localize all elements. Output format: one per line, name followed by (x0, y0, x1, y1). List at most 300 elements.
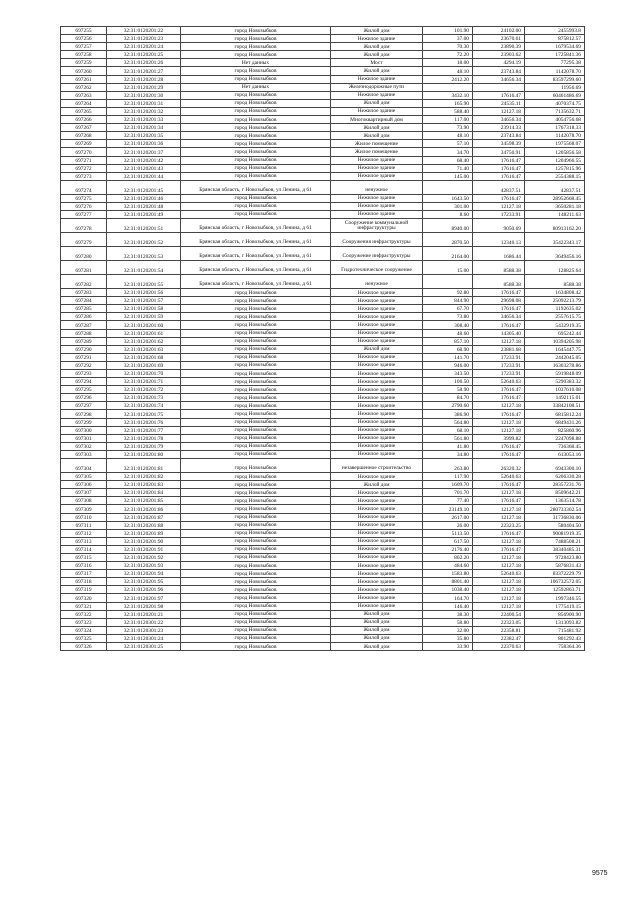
record-number-cell: 697268 (61, 132, 107, 140)
address-cell: город Новозыбков (181, 434, 331, 442)
object-type-cell: Железнодорожные пути (331, 83, 423, 91)
record-number-cell: 697290 (61, 345, 107, 353)
table-row (61, 610, 585, 618)
address-cell: город Новозыбков (181, 586, 331, 594)
table-row (61, 35, 585, 43)
table-row (61, 361, 585, 369)
table-row (61, 83, 585, 91)
table-row (61, 586, 585, 594)
unit-value-cell: 12127.18 (473, 505, 525, 513)
record-number-cell: 697304 (61, 459, 107, 473)
cadastral-value-cell: 2554388.15 (525, 172, 585, 180)
cadastral-number-cell: 32:31:0120201:56 (107, 289, 181, 297)
address-cell: город Новозыбков (181, 132, 331, 140)
area-cell: 68.40 (423, 156, 473, 164)
table-row (61, 75, 585, 83)
area-cell (423, 83, 473, 91)
area-cell: 141.70 (423, 353, 473, 361)
object-type-cell: Нежилое здание (331, 329, 423, 337)
cadastral-value-cell: 1313093.82 (525, 618, 585, 626)
object-type-cell: Жилой дом (331, 643, 423, 651)
address-cell: город Новозыбков (181, 337, 331, 345)
cadastral-number-cell: 32:31:0120201:69 (107, 361, 181, 369)
object-type-cell: Жилой дом (331, 481, 423, 489)
area-cell: 802.20 (423, 553, 473, 561)
record-number-cell: 697279 (61, 233, 107, 247)
cadastral-number-cell: 32:31:0120201:55 (107, 275, 181, 289)
table-row (61, 594, 585, 602)
record-number-cell: 697310 (61, 513, 107, 521)
table-row (61, 529, 585, 537)
area-cell: 37.00 (423, 35, 473, 43)
address-cell: город Новозыбков (181, 489, 331, 497)
object-type-cell: Нежилое здание (331, 521, 423, 529)
record-number-cell: 697280 (61, 247, 107, 261)
unit-value-cell: 22400.54 (473, 610, 525, 618)
address-cell: город Новозыбков (181, 578, 331, 586)
address-cell: город Новозыбков (181, 562, 331, 570)
object-type-cell: Сооружение коммунальной инфраструктуры (331, 219, 423, 233)
table-row (61, 378, 585, 386)
table-row (61, 545, 585, 553)
cadastral-value-cell: 1257815.96 (525, 164, 585, 172)
cadastral-number-cell: 32:31:0120201:62 (107, 337, 181, 345)
address-cell: город Новозыбков (181, 626, 331, 634)
record-number-cell: 697257 (61, 43, 107, 51)
area-cell: 35.80 (423, 634, 473, 642)
cadastral-value-cell: 736368.45 (525, 442, 585, 450)
address-cell: город Новозыбков (181, 426, 331, 434)
cadastral-number-cell: 32:31:0120201:49 (107, 210, 181, 218)
unit-value-cell: 12127.18 (473, 337, 525, 345)
unit-value-cell: 17616.47 (473, 442, 525, 450)
object-type-cell: Многоквартирный дом (331, 116, 423, 124)
cadastral-value-cell: 60461486.69 (525, 91, 585, 99)
record-number-cell: 697321 (61, 602, 107, 610)
table-row (61, 99, 585, 107)
cadastral-value-cell: 77295.38 (525, 59, 585, 67)
address-cell: город Новозыбков (181, 370, 331, 378)
cadastral-value-cell: 2442045.05 (525, 353, 585, 361)
cadastral-value-cell: 856900.90 (525, 610, 585, 618)
table-row (61, 67, 585, 75)
cadastral-number-cell: 32:31:0120201:27 (107, 67, 181, 75)
area-cell: 15.00 (423, 261, 473, 275)
cadastral-value-cell: 38340485.31 (525, 545, 585, 553)
record-number-cell: 697259 (61, 59, 107, 67)
object-type-cell: Нежилое здание (331, 35, 423, 43)
table-row (61, 353, 585, 361)
unit-value-cell: 17616.47 (473, 545, 525, 553)
cadastral-value-cell: 2247098.88 (525, 434, 585, 442)
record-number-cell: 697263 (61, 91, 107, 99)
address-cell: Нет данных (181, 59, 331, 67)
address-cell: Брянская область, г Новозыбков, ул Ленина, д 61 (181, 219, 331, 233)
address-cell: город Новозыбков (181, 51, 331, 59)
cadastral-value-cell: 875812.57 (525, 35, 585, 43)
area-cell: 484.60 (423, 562, 473, 570)
cadastral-number-cell: 32:31:0120201:76 (107, 418, 181, 426)
cadastral-value-cell: 1205856.58 (525, 148, 585, 156)
object-type-cell: Жилой дом (331, 67, 423, 75)
unit-value-cell: 12127.18 (473, 402, 525, 410)
object-type-cell: Нежилое здание (331, 578, 423, 586)
object-type-cell: Жилой дом (331, 99, 423, 107)
record-number-cell: 697294 (61, 378, 107, 386)
object-type-cell: Нежилое здание (331, 337, 423, 345)
object-type-cell: Нежилое здание (331, 305, 423, 313)
record-number-cell: 697296 (61, 394, 107, 402)
table-row (61, 305, 585, 313)
cadastral-number-cell: 32:31:0120201:96 (107, 586, 181, 594)
object-type-cell: Нежилое здание (331, 473, 423, 481)
area-cell: 1583.80 (423, 570, 473, 578)
area-cell: 701.70 (423, 489, 473, 497)
area-cell: 100.50 (423, 378, 473, 386)
table-row (61, 521, 585, 529)
table-row (61, 562, 585, 570)
address-cell: Брянская область, г Новозыбков, ул Ленина, д 61 (181, 247, 331, 261)
area-cell: 5113.50 (423, 529, 473, 537)
table-row (61, 233, 585, 247)
object-type-cell: Нежилое здание (331, 553, 423, 561)
cadastral-number-cell: 32:31:0120201:42 (107, 156, 181, 164)
record-number-cell: 697315 (61, 553, 107, 561)
cadastral-number-cell: 32:31:0120201:35 (107, 132, 181, 140)
cadastral-number-cell: 32:31:0120301:22 (107, 618, 181, 626)
cadastral-value-cell: 1634808.42 (525, 289, 585, 297)
address-cell: город Новозыбков (181, 67, 331, 75)
cadastral-value-cell: 1363514.78 (525, 497, 585, 505)
area-cell: 73.80 (423, 313, 473, 321)
area-cell: 2790.60 (423, 402, 473, 410)
record-number-cell: 697271 (61, 156, 107, 164)
unit-value-cell: 34656.34 (473, 75, 525, 83)
record-number-cell: 697306 (61, 481, 107, 489)
cadastral-number-cell: 32:31:0120201:91 (107, 545, 181, 553)
cadastral-number-cell: 32:31:0120201:72 (107, 386, 181, 394)
object-type-cell: Нежилое здание (331, 202, 423, 210)
unit-value-cell: 1686.44 (473, 247, 525, 261)
table-row (61, 394, 585, 402)
address-cell: город Новозыбков (181, 545, 331, 553)
cadastral-number-cell: 32:31:0120201:97 (107, 594, 181, 602)
unit-value-cell: 12127.18 (473, 594, 525, 602)
object-type-cell: Гидротехническое сооружение (331, 261, 423, 275)
record-number-cell: 697277 (61, 210, 107, 218)
area-cell (423, 180, 473, 194)
record-number-cell: 697256 (61, 35, 107, 43)
object-type-cell: Нежилое здание (331, 489, 423, 497)
area-cell: 1643.50 (423, 194, 473, 202)
address-cell: Брянская область, г Новозыбков, ул Ленина, д 61 (181, 275, 331, 289)
table-row (61, 219, 585, 233)
record-number-cell: 697314 (61, 545, 107, 553)
object-type-cell: Нежилое здание (331, 172, 423, 180)
object-type-cell: Нежилое здание (331, 107, 423, 115)
area-cell (423, 275, 473, 289)
area-cell: 8801.40 (423, 578, 473, 586)
object-type-cell: Жилой дом (331, 43, 423, 51)
address-cell: город Новозыбков (181, 386, 331, 394)
cadastral-value-cell: 5876831.43 (525, 562, 585, 570)
address-cell: город Новозыбков (181, 602, 331, 610)
cadastral-value-cell: 12592863.71 (525, 586, 585, 594)
table-row (61, 450, 585, 458)
unit-value-cell: 22370.63 (473, 643, 525, 651)
unit-value-cell: 8588.38 (473, 261, 525, 275)
unit-value-cell: 29698.08 (473, 297, 525, 305)
unit-value-cell: 24535.11 (473, 99, 525, 107)
area-cell: 73.90 (423, 124, 473, 132)
record-number-cell: 697307 (61, 489, 107, 497)
area-cell: 101.90 (423, 27, 473, 35)
address-cell: город Новозыбков (181, 289, 331, 297)
record-number-cell: 697261 (61, 75, 107, 83)
address-cell: город Новозыбков (181, 194, 331, 202)
object-type-cell: Нежилое здание (331, 562, 423, 570)
unit-value-cell: 23903.62 (473, 51, 525, 59)
unit-value-cell: 17616.47 (473, 321, 525, 329)
address-cell: город Новозыбков (181, 361, 331, 369)
cadastral-number-cell: 32:31:0120301:24 (107, 634, 181, 642)
address-cell: город Новозыбков (181, 537, 331, 545)
table-row (61, 634, 585, 642)
cadastral-number-cell: 32:31:0120201:59 (107, 313, 181, 321)
unit-value-cell: 12127.18 (473, 586, 525, 594)
unit-value-cell: 17616.47 (473, 172, 525, 180)
area-cell: 48.10 (423, 132, 473, 140)
record-number-cell: 697323 (61, 618, 107, 626)
address-cell: город Новозыбков (181, 124, 331, 132)
area-cell: 564.80 (423, 418, 473, 426)
record-number-cell: 697316 (61, 562, 107, 570)
cadastral-value-cell: 613053.16 (525, 450, 585, 458)
record-number-cell: 697295 (61, 386, 107, 394)
area-cell: 145.00 (423, 172, 473, 180)
table-row (61, 172, 585, 180)
table-row (61, 618, 585, 626)
cadastral-value-cell: 42837.51 (525, 180, 585, 194)
unit-value-cell: 17616.47 (473, 305, 525, 313)
address-cell: город Новозыбков (181, 505, 331, 513)
area-cell: 165.90 (423, 99, 473, 107)
address-cell: город Новозыбков (181, 481, 331, 489)
table-row (61, 459, 585, 473)
unit-value-cell: 9050.69 (473, 219, 525, 233)
table-row (61, 51, 585, 59)
cadastral-value-cell: 1142078.70 (525, 132, 585, 140)
object-type-cell: Нежилое здание (331, 297, 423, 305)
object-type-cell: Нежилое здание (331, 505, 423, 513)
cadastral-number-cell: 32:31:0120201:57 (107, 297, 181, 305)
record-number-cell: 697317 (61, 570, 107, 578)
unit-value-cell: 12127.18 (473, 578, 525, 586)
record-number-cell: 697283 (61, 289, 107, 297)
address-cell: город Новозыбков (181, 321, 331, 329)
cadastral-value-cell: 6206330.28 (525, 473, 585, 481)
address-cell: город Новозыбков (181, 353, 331, 361)
cadastral-number-cell: 32:31:0120201:77 (107, 426, 181, 434)
cadastral-value-cell: 90081919.35 (525, 529, 585, 537)
unit-value-cell: 17616.47 (473, 194, 525, 202)
cadastral-number-cell: 32:31:0120201:52 (107, 233, 181, 247)
cadastral-number-cell: 32:31:0120201:68 (107, 353, 181, 361)
address-cell: город Новозыбков (181, 202, 331, 210)
record-number-cell: 697311 (61, 521, 107, 529)
address-cell: город Новозыбков (181, 107, 331, 115)
unit-value-cell: 12127.18 (473, 489, 525, 497)
address-cell: город Новозыбков (181, 529, 331, 537)
area-cell: 2617.00 (423, 513, 473, 521)
cadastral-number-cell: 32:31:0120201:98 (107, 602, 181, 610)
object-type-cell: Нежилое здание (331, 353, 423, 361)
cadastral-number-cell: 32:31:0120301:23 (107, 626, 181, 634)
area-cell: 92.80 (423, 289, 473, 297)
record-number-cell: 697319 (61, 586, 107, 594)
unit-value-cell: 22323.05 (473, 618, 525, 626)
cadastral-number-cell: 32:31:0120201:90 (107, 537, 181, 545)
table-row (61, 164, 585, 172)
cadastral-number-cell: 32:31:0120201:81 (107, 459, 181, 473)
cadastral-value-cell: 148211.63 (525, 210, 585, 218)
table-row (61, 148, 585, 156)
cadastral-number-cell: 32:31:0120201:48 (107, 202, 181, 210)
cadastral-value-cell: 1679534.69 (525, 43, 585, 51)
address-cell: город Новозыбков (181, 35, 331, 43)
unit-value-cell: 23670.61 (473, 35, 525, 43)
area-cell: 38.30 (423, 610, 473, 618)
object-type-cell: Нежилое здание (331, 289, 423, 297)
address-cell: город Новозыбков (181, 148, 331, 156)
cadastral-number-cell: 32:31:0120201:78 (107, 434, 181, 442)
cadastral-number-cell: 32:31:0120201:26 (107, 59, 181, 67)
address-cell: город Новозыбков (181, 329, 331, 337)
table-row (61, 602, 585, 610)
object-type-cell: Нежилое здание (331, 210, 423, 218)
address-cell: Брянская область, г Новозыбков, ул Ленина, д 61 (181, 233, 331, 247)
cadastral-value-cell: 5919848.09 (525, 370, 585, 378)
cadastral-value-cell: 35422343.17 (525, 233, 585, 247)
cadastral-number-cell: 32:31:0120201:92 (107, 553, 181, 561)
unit-value-cell: 23890.39 (473, 43, 525, 51)
area-cell: 72.20 (423, 51, 473, 59)
cadastral-value-cell: 6815812.24 (525, 410, 585, 418)
address-cell: город Новозыбков (181, 394, 331, 402)
cadastral-value-cell: 3649456.16 (525, 247, 585, 261)
area-cell: 8.60 (423, 210, 473, 218)
area-cell: 48.60 (423, 329, 473, 337)
cadastral-number-cell: 32:31:0120201:94 (107, 570, 181, 578)
cadastral-value-cell: 6943300.10 (525, 459, 585, 473)
cadastral-value-cell: 83597299.60 (525, 75, 585, 83)
object-type-cell: Нежилое здание (331, 378, 423, 386)
table-row (61, 329, 585, 337)
cadastral-number-cell: 32:31:0120201:33 (107, 116, 181, 124)
area-cell: 41.80 (423, 442, 473, 450)
cadastral-value-cell: 2455993.8 (525, 27, 585, 35)
table-row (61, 402, 585, 410)
address-cell: город Новозыбков (181, 172, 331, 180)
page-number: 9575 (592, 870, 608, 877)
object-type-cell: Нежилое здание (331, 313, 423, 321)
address-cell: город Новозыбков (181, 634, 331, 642)
cadastral-value-cell: 80913162.20 (525, 219, 585, 233)
table-row (61, 289, 585, 297)
property-table (60, 26, 585, 651)
cadastral-number-cell: 32:31:0120201:30 (107, 91, 181, 99)
unit-value-cell: 23881.68 (473, 345, 525, 353)
table-row (61, 297, 585, 305)
cadastral-number-cell: 32:31:0120201:21 (107, 610, 181, 618)
record-number-cell: 697293 (61, 370, 107, 378)
area-cell: 1038.40 (423, 586, 473, 594)
object-type-cell: Нежилое здание (331, 361, 423, 369)
cadastral-value-cell: 4054756.68 (525, 116, 585, 124)
record-number-cell: 697308 (61, 497, 107, 505)
table-row (61, 386, 585, 394)
table-row (61, 505, 585, 513)
table-row (61, 194, 585, 202)
cadastral-value-cell: 3650281.18 (525, 202, 585, 210)
cadastral-number-cell: 32:31:0120201:85 (107, 497, 181, 505)
table-row (61, 570, 585, 578)
cadastral-value-cell: 280733302.54 (525, 505, 585, 513)
unit-value-cell: 24102.00 (473, 27, 525, 35)
object-type-cell: Нежилое здание (331, 529, 423, 537)
cadastral-value-cell: 5432919.35 (525, 321, 585, 329)
record-number-cell: 697281 (61, 261, 107, 275)
cadastral-number-cell: 32:31:0120201:37 (107, 148, 181, 156)
cadastral-value-cell: 1037610.08 (525, 386, 585, 394)
cadastral-value-cell: 695242.44 (525, 329, 585, 337)
cadastral-number-cell: 32:31:0120201:71 (107, 378, 181, 386)
unit-value-cell: 3999.82 (473, 434, 525, 442)
record-number-cell: 697324 (61, 626, 107, 634)
unit-value-cell: 34750.91 (473, 148, 525, 156)
table-row (61, 481, 585, 489)
object-type-cell: Нежилое здание (331, 545, 423, 553)
record-number-cell: 697320 (61, 594, 107, 602)
record-number-cell: 697303 (61, 450, 107, 458)
record-number-cell: 697302 (61, 442, 107, 450)
cadastral-number-cell: 32:31:0120201:45 (107, 180, 181, 194)
table-row (61, 59, 585, 67)
cadastral-number-cell: 32:31:0120201:60 (107, 321, 181, 329)
record-number-cell: 697298 (61, 410, 107, 418)
cadastral-number-cell: 32:31:0120201:87 (107, 513, 181, 521)
cadastral-number-cell: 32:31:0120201:54 (107, 261, 181, 275)
address-cell: город Новозыбков (181, 618, 331, 626)
cadastral-number-cell: 32:31:0120201:22 (107, 27, 181, 35)
table-row (61, 43, 585, 51)
unit-value-cell: 17616.47 (473, 386, 525, 394)
cadastral-number-cell: 32:31:0120201:25 (107, 51, 181, 59)
address-cell: город Новозыбков (181, 297, 331, 305)
unit-value-cell: 12127.18 (473, 107, 525, 115)
address-cell: город Новозыбков (181, 610, 331, 618)
unit-value-cell: 12127.18 (473, 418, 525, 426)
address-cell: город Новозыбков (181, 99, 331, 107)
object-type-cell: Нежилое здание (331, 426, 423, 434)
object-type-cell: Жилое помещение (331, 148, 423, 156)
cadastral-value-cell: 1192635.02 (525, 305, 585, 313)
area-cell: 77.40 (423, 497, 473, 505)
record-number-cell: 697278 (61, 219, 107, 233)
record-number-cell: 697270 (61, 148, 107, 156)
area-cell: 58.90 (423, 386, 473, 394)
unit-value-cell: 17233.91 (473, 361, 525, 369)
